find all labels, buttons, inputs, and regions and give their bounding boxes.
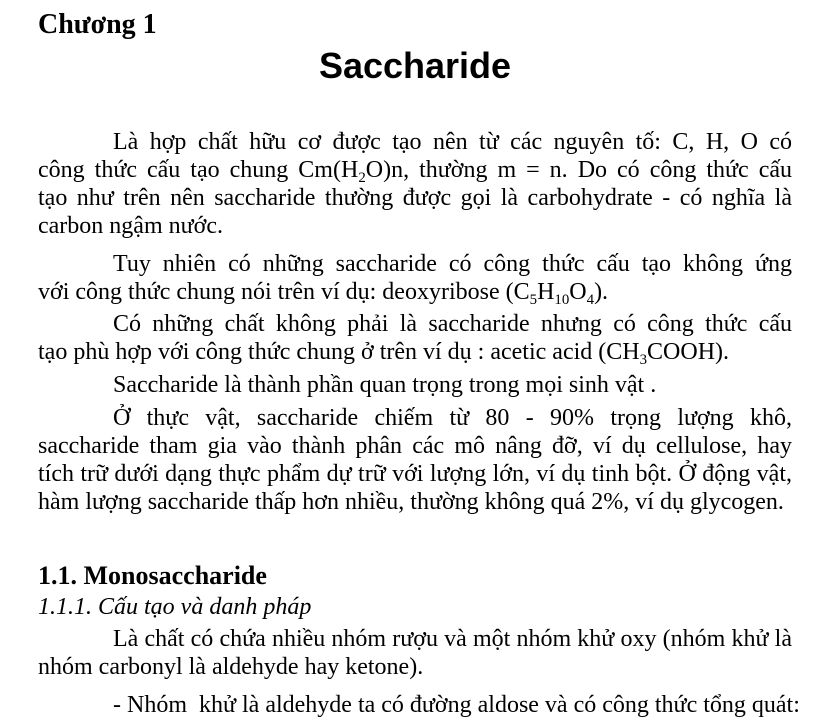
subscript: 3 — [639, 352, 648, 369]
paragraph-line: tạo như trên nên saccharide thường được gọi là carbohydrate - có nghĩa là — [38, 185, 792, 211]
line-text: H — [537, 279, 555, 305]
chapter-label: Chương 1 — [38, 9, 157, 40]
paragraph-line — [38, 278, 792, 309]
line-text: ). — [594, 279, 609, 305]
line-text: công thức cấu tạo chung Cm(H — [38, 157, 359, 183]
subscript: 5 — [529, 292, 538, 309]
paragraph-line: Là hợp chất hữu cơ được tạo nên từ các nguyên tố: C, H, O có — [113, 129, 792, 155]
line-text: O)n, thường m = n. Do có công thức cấu — [365, 157, 792, 183]
subscript: 2 — [358, 170, 366, 187]
section-heading: 1.1. Monosaccharide — [38, 561, 267, 590]
paragraph-line: tích trữ dưới dạng thực phẩm dự trữ với lượng lớn, ví dụ tinh bột. Ở động vật, — [38, 461, 792, 487]
chapter-title: Saccharide — [318, 45, 512, 86]
line-text: tạo phù hợp với công thức chung ở trên ví dụ : acetic acid (CH — [38, 339, 640, 365]
subscript: 10 — [554, 292, 570, 309]
paragraph-line — [38, 338, 792, 369]
paragraph-line — [38, 156, 792, 187]
paragraph-line: - Nhóm khử là aldehyde ta có đường aldose và có công thức tổng quát: — [113, 692, 800, 718]
paragraph-line: Ở thực vật, saccharide chiếm từ 80 - 90% trọng lượng khô, — [113, 405, 792, 431]
paragraph-line: Là chất có chứa nhiều nhóm rượu và một nhóm khử oxy (nhóm khử là — [113, 626, 792, 652]
line-text: COOH). — [647, 339, 730, 365]
subscript: 4 — [586, 292, 595, 309]
paragraph-line: saccharide tham gia vào thành phân các mô nâng đỡ, ví dụ cellulose, hay — [38, 433, 792, 459]
paragraph-line: Có những chất không phải là saccharide nhưng có công thức cấu — [113, 311, 792, 337]
line-text: O — [569, 279, 587, 305]
paragraph-line: hàm lượng saccharide thấp hơn nhiều, thường không quá 2%, ví dụ glycogen. — [38, 489, 784, 515]
subsection-heading: 1.1.1. Cấu tạo và danh pháp — [38, 594, 312, 620]
paragraph-line: carbon ngậm nước. — [38, 213, 223, 239]
paragraph-line: nhóm carbonyl là aldehyde hay ketone). — [38, 654, 424, 680]
paragraph-line: Tuy nhiên có những saccharide có công thức cấu tạo không ứng — [113, 251, 792, 277]
paragraph-line: Saccharide là thành phần quan trọng trong mọi sinh vật . — [113, 372, 657, 398]
line-text: với công thức chung nói trên ví dụ: deoxyribose (C — [38, 279, 530, 305]
